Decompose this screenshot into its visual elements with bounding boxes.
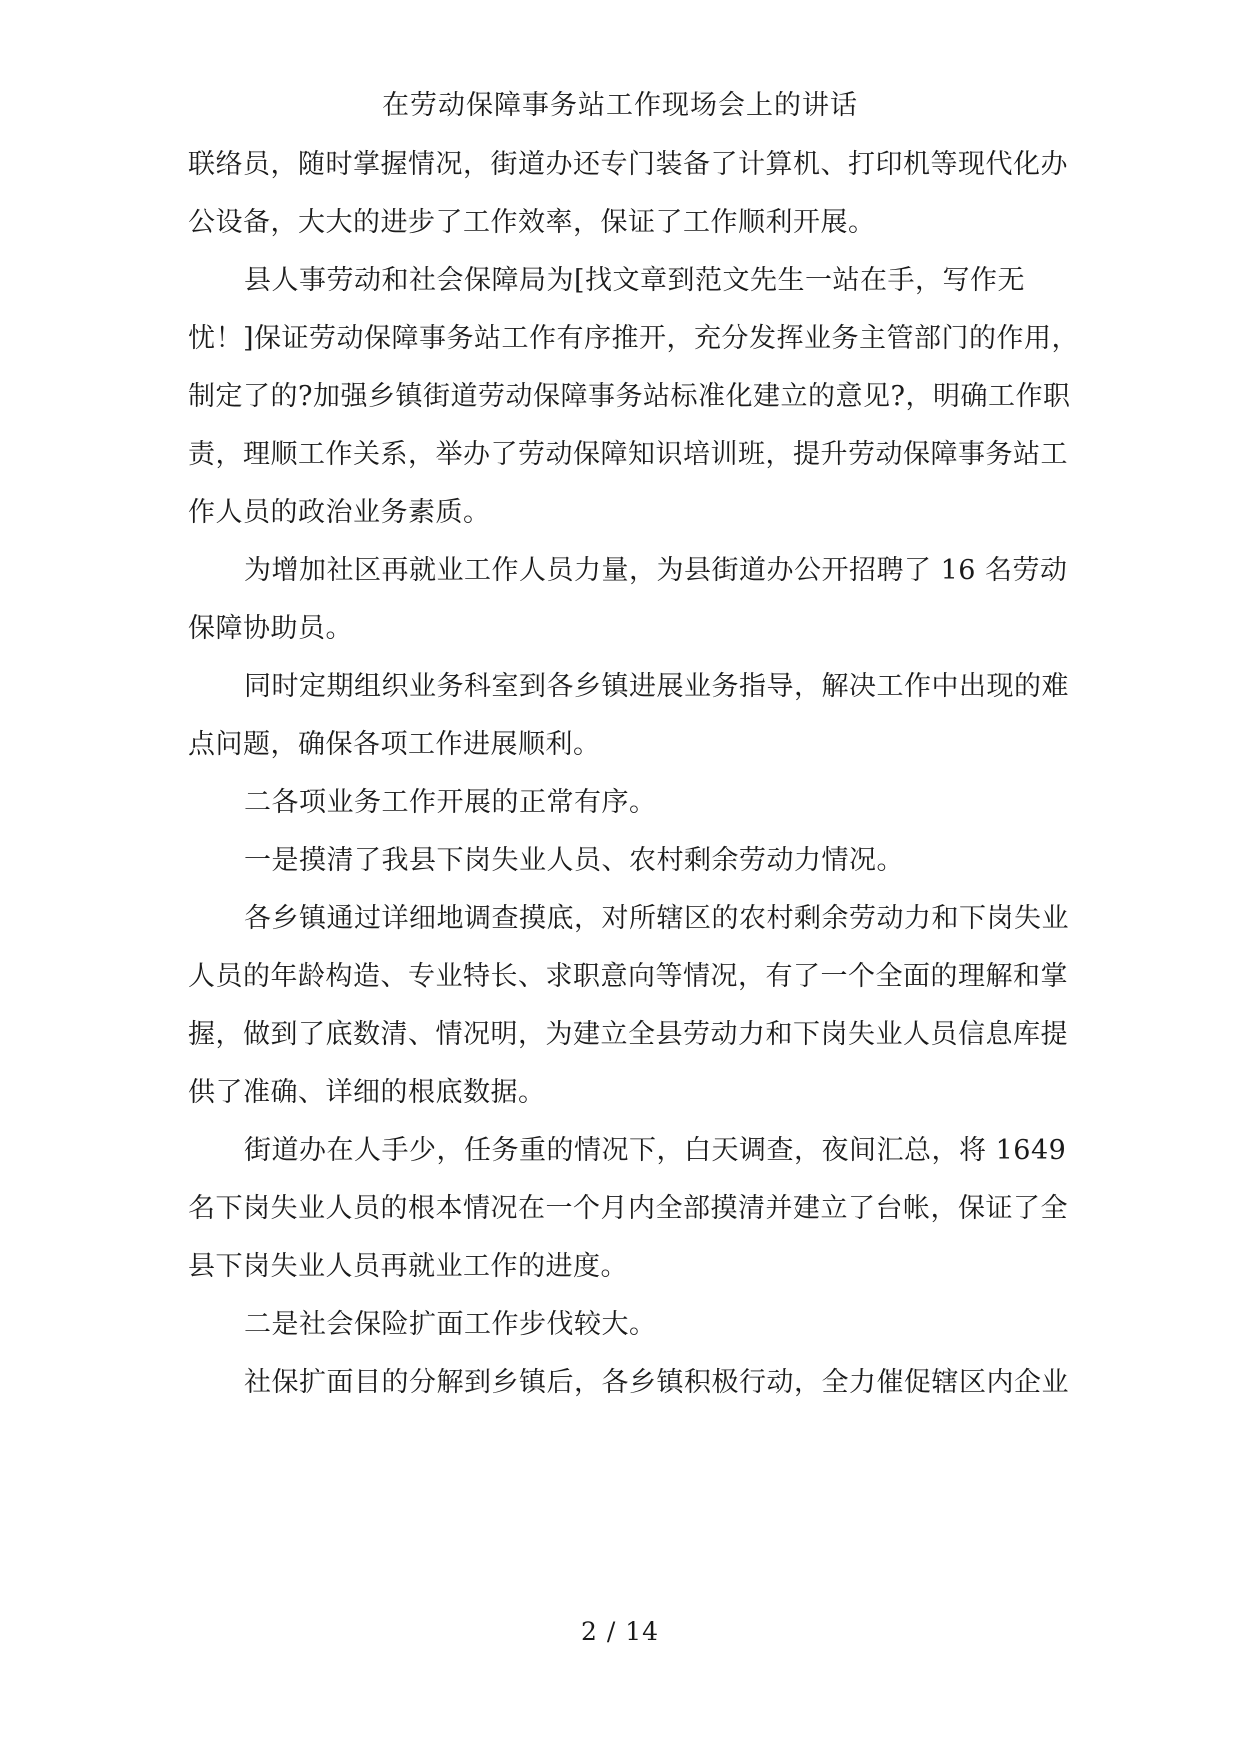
text-line: 供了准确、详细的根底数据。 (188, 1077, 546, 1108)
text-line: 握，做到了底数清、情况明，为建立全县劳动力和下岗失业人员信息库提 (188, 1019, 1068, 1050)
paragraph-first-line: 社保扩面目的分解到乡镇后，各乡镇积极行动，全力催促辖区内企业 (244, 1367, 1069, 1398)
paragraph-first-line: 县人事劳动和社会保障局为[找文章到范文先生一站在手，写作无 (244, 265, 1026, 296)
text-line: 县下岗失业人员再就业工作的进度。 (188, 1251, 628, 1282)
page-title: 在劳动保障事务站工作现场会上的讲话 (382, 90, 858, 121)
page-number: 2 / 14 (580, 1617, 660, 1646)
text-line: 忧！]保证劳动保障事务站工作有序推开，充分发挥业务主管部门的作用， (188, 323, 1080, 354)
paragraph-first-line: 各乡镇通过详细地调查摸底，对所辖区的农村剩余劳动力和下岗失业 (244, 903, 1069, 934)
text-line: 公设备，大大的进步了工作效率，保证了工作顺利开展。 (188, 207, 876, 238)
section-heading: 二各项业务工作开展的正常有序。 (244, 787, 657, 818)
text-line: 点问题，确保各项工作进展顺利。 (188, 729, 601, 760)
paragraph-first-line: 街道办在人手少，任务重的情况下，白天调查，夜间汇总，将 1649 (244, 1135, 1067, 1166)
subsection-heading: 一是摸清了我县下岗失业人员、农村剩余劳动力情况。 (244, 845, 904, 876)
text-line: 责，理顺工作关系，举办了劳动保障知识培训班，提升劳动保障事务站工 (188, 439, 1068, 470)
text-line: 名下岗失业人员的根本情况在一个月内全部摸清并建立了台帐，保证了全 (188, 1193, 1068, 1224)
text-line: 保障协助员。 (188, 613, 353, 644)
paragraph-first-line: 为增加社区再就业工作人员力量，为县街道办公开招聘了 16 名劳动 (244, 555, 1068, 586)
paragraph-first-line: 同时定期组织业务科室到各乡镇进展业务指导，解决工作中出现的难 (244, 671, 1069, 702)
text-line: 制定了的?加强乡镇街道劳动保障事务站标准化建立的意见?，明确工作职 (188, 381, 1071, 412)
text-line: 人员的年龄构造、专业特长、求职意向等情况，有了一个全面的理解和掌 (188, 961, 1068, 992)
subsection-heading: 二是社会保险扩面工作步伐较大。 (244, 1309, 657, 1340)
text-line: 联络员，随时掌握情况，街道办还专门装备了计算机、打印机等现代化办 (188, 149, 1068, 180)
text-line: 作人员的政治业务素质。 (188, 497, 491, 528)
